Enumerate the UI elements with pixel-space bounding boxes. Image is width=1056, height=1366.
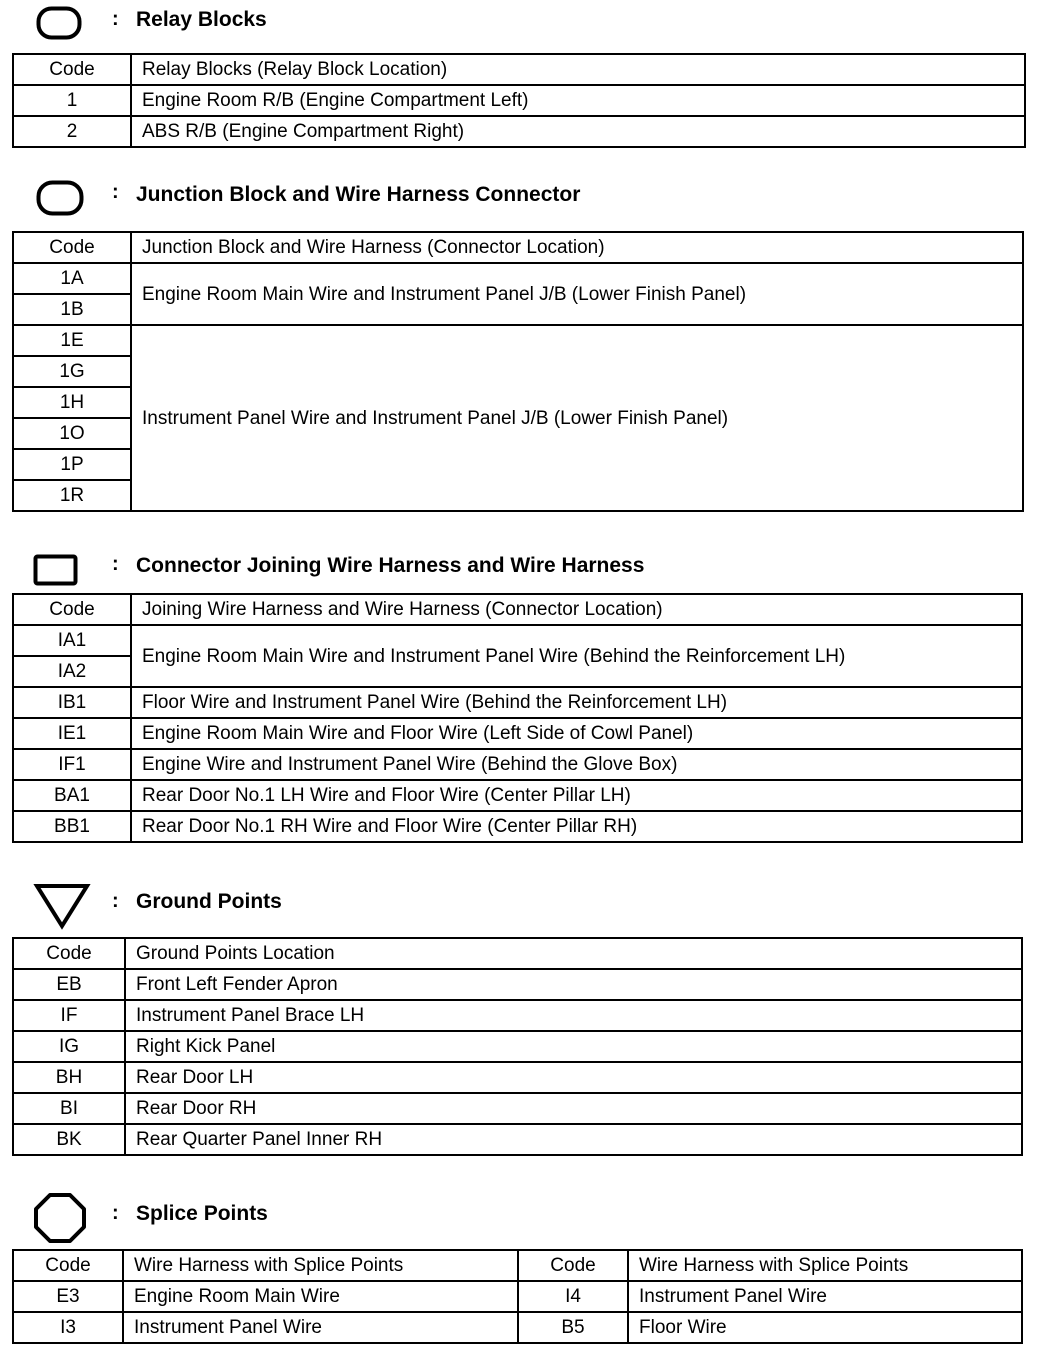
code-cell: 2 [13, 116, 131, 147]
location-cell: ABS R/B (Engine Compartment Right) [131, 116, 1025, 147]
connector-colon: : [112, 553, 119, 575]
location-cell: Engine Room Main Wire and Floor Wire (Left Side of Cowl Panel) [131, 718, 1022, 749]
code-cell: 1B [13, 294, 131, 325]
location-cell: Engine Wire and Instrument Panel Wire (Behind the Glove Box) [131, 749, 1022, 780]
code-cell: BK [13, 1124, 125, 1155]
table-header-row [13, 1250, 1022, 1281]
location-cell: Rear Door No.1 RH Wire and Floor Wire (Center Pillar RH) [131, 811, 1022, 842]
table-row [13, 780, 1022, 811]
code-cell: IA1 [13, 625, 131, 656]
code-header: Code [13, 594, 131, 625]
table-row [13, 263, 1023, 294]
code-cell: BH [13, 1062, 125, 1093]
table-row [13, 1312, 1022, 1343]
wire-harness-header: Wire Harness with Splice Points [123, 1250, 518, 1281]
location-header: Joining Wire Harness and Wire Harness (Connector Location) [131, 594, 1022, 625]
code-cell: IF [13, 1000, 125, 1031]
code-cell: I3 [13, 1312, 123, 1343]
connector-joining-heading [0, 548, 1056, 592]
location-header: Relay Blocks (Relay Block Location) [131, 54, 1025, 85]
table-row [13, 1124, 1022, 1155]
table-row [13, 1000, 1022, 1031]
code-cell: IF1 [13, 749, 131, 780]
connector-joining-table [12, 593, 1023, 843]
junction-block-heading [0, 176, 1056, 220]
splice-points-heading [0, 1190, 1056, 1234]
location-cell: Rear Door LH [125, 1062, 1022, 1093]
table-row [13, 85, 1025, 116]
wire-harness-header: Wire Harness with Splice Points [628, 1250, 1022, 1281]
code-cell: IB1 [13, 687, 131, 718]
wire-harness-cell: Instrument Panel Wire [628, 1281, 1022, 1312]
code-cell: IA2 [13, 656, 131, 687]
splice-points-title: Splice Points [136, 1202, 268, 1225]
code-header: Code [13, 1250, 123, 1281]
table-row [13, 687, 1022, 718]
location-cell: Rear Door RH [125, 1093, 1022, 1124]
location-cell: Engine Room Main Wire and Instrument Panel Wire (Behind the Reinforcement LH) [131, 625, 1022, 687]
code-cell: 1 [13, 85, 131, 116]
code-cell: BA1 [13, 780, 131, 811]
code-cell: EB [13, 969, 125, 1000]
location-cell: Front Left Fender Apron [125, 969, 1022, 1000]
code-header: Code [13, 938, 125, 969]
wire-harness-cell: Engine Room Main Wire [123, 1281, 518, 1312]
relay-blocks-heading [0, 0, 1056, 44]
code-cell: 1H [13, 387, 131, 418]
table-header-row [13, 938, 1022, 969]
junction-block-table [12, 231, 1024, 512]
code-cell: IG [13, 1031, 125, 1062]
code-cell: 1R [13, 480, 131, 511]
table-row [13, 718, 1022, 749]
table-row [13, 325, 1023, 356]
code-cell: 1P [13, 449, 131, 480]
code-header: Code [13, 232, 131, 263]
code-cell: 1A [13, 263, 131, 294]
wire-harness-cell: Instrument Panel Wire [123, 1312, 518, 1343]
table-header-row [13, 594, 1022, 625]
code-cell: E3 [13, 1281, 123, 1312]
code-header: Code [13, 54, 131, 85]
ground-points-title: Ground Points [136, 890, 282, 913]
code-cell: B5 [518, 1312, 628, 1343]
code-header: Code [518, 1250, 628, 1281]
table-row [13, 1062, 1022, 1093]
code-cell: IE1 [13, 718, 131, 749]
junction-colon: : [112, 181, 119, 203]
code-cell: BI [13, 1093, 125, 1124]
table-row [13, 749, 1022, 780]
table-row [13, 969, 1022, 1000]
location-header: Junction Block and Wire Harness (Connector Location) [131, 232, 1023, 263]
splice-points-table [12, 1249, 1023, 1344]
code-cell: I4 [518, 1281, 628, 1312]
location-cell: Right Kick Panel [125, 1031, 1022, 1062]
ground-points-table [12, 937, 1023, 1156]
code-cell: 1G [13, 356, 131, 387]
location-cell: Rear Door No.1 LH Wire and Floor Wire (Center Pillar LH) [131, 780, 1022, 811]
relay-blocks-title: Relay Blocks [136, 8, 267, 31]
table-header-row [13, 54, 1025, 85]
wire-harness-cell: Floor Wire [628, 1312, 1022, 1343]
relay-colon: : [112, 8, 119, 30]
triangle-down-icon [33, 882, 91, 932]
junction-block-title: Junction Block and Wire Harness Connector [136, 183, 581, 206]
table-row [13, 1093, 1022, 1124]
location-cell: Rear Quarter Panel Inner RH [125, 1124, 1022, 1155]
octagon-icon [33, 1192, 87, 1244]
location-cell: Engine Room R/B (Engine Compartment Left) [131, 85, 1025, 116]
table-row [13, 116, 1025, 147]
location-cell: Instrument Panel Brace LH [125, 1000, 1022, 1031]
table-row [13, 1281, 1022, 1312]
table-row [13, 625, 1022, 656]
connector-joining-title: Connector Joining Wire Harness and Wire Harness [136, 554, 645, 577]
rounded-rectangle-icon [36, 6, 82, 40]
ground-colon: : [112, 890, 119, 912]
table-row [13, 1031, 1022, 1062]
table-header-row [13, 232, 1023, 263]
ground-points-heading [0, 880, 1056, 924]
relay-blocks-table [12, 53, 1026, 148]
code-cell: 1O [13, 418, 131, 449]
location-header: Ground Points Location [125, 938, 1022, 969]
splice-colon: : [112, 1202, 119, 1224]
table-row [13, 811, 1022, 842]
location-cell: Engine Room Main Wire and Instrument Panel J/B (Lower Finish Panel) [131, 263, 1023, 325]
rectangle-icon [33, 554, 79, 586]
code-cell: BB1 [13, 811, 131, 842]
code-cell: 1E [13, 325, 131, 356]
location-cell: Instrument Panel Wire and Instrument Panel J/B (Lower Finish Panel) [131, 325, 1023, 511]
rounded-rectangle-icon [36, 180, 84, 216]
location-cell: Floor Wire and Instrument Panel Wire (Behind the Reinforcement LH) [131, 687, 1022, 718]
